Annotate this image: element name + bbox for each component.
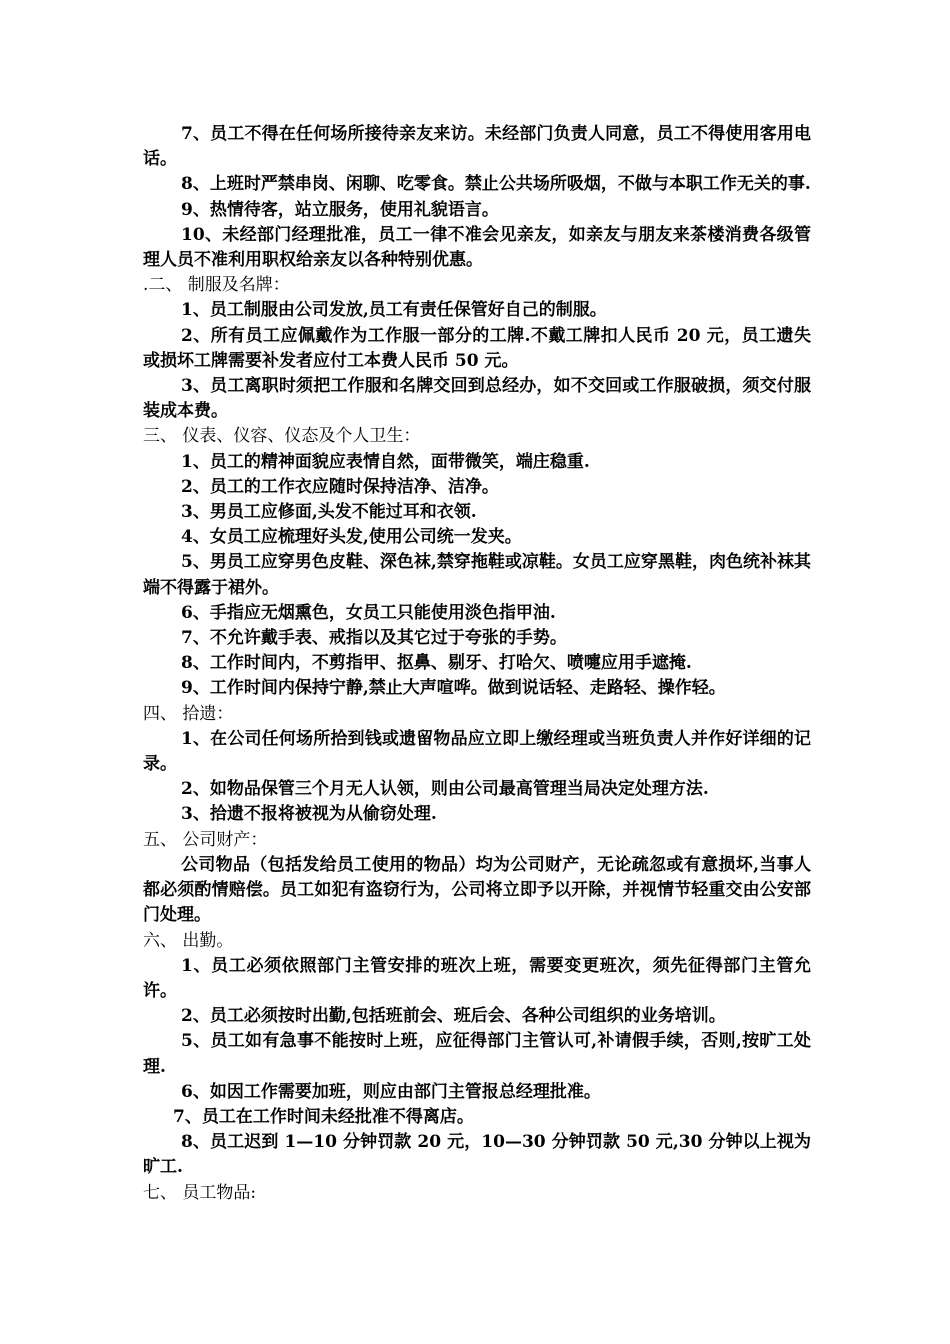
paragraph: 9、工作时间内保持宁静,禁止大声喧哗。做到说话轻、走路轻、操作轻。 <box>181 678 726 699</box>
paragraph: 2、员工的工作衣应随时保持洁净、洁净。 <box>181 476 499 497</box>
paragraph: 1、员工必须依照部门主管安排的班次上班，需要变更班次，须先征得部门主管允许。 <box>143 955 811 1001</box>
section-heading: 三、 仪表、仪容、仪态及个人卫生： <box>143 426 421 447</box>
paragraph: 9、热情待客，站立服务，使用礼貌语言。 <box>181 199 499 220</box>
paragraph: 7、员工在工作时间未经批准不得离店。 <box>173 1106 474 1127</box>
paragraph: 8、上班时严禁串岗、闲聊、吃零食。禁止公共场所吸烟，不做与本职工作无关的事. <box>181 174 811 195</box>
paragraph: 7、不允许戴手表、戒指以及其它过于夸张的手势。 <box>181 628 567 649</box>
paragraph: 3、男员工应修面,头发不能过耳和衣领. <box>181 502 477 523</box>
paragraph: 2、员工必须按时出勤,包括班前会、班后会、各种公司组织的业务培训。 <box>181 1006 726 1027</box>
paragraph: 5、男员工应穿男色皮鞋、深色袜,禁穿拖鞋或凉鞋。女员工应穿黑鞋，肉色统补袜其端不得露于裙外。 <box>143 552 811 598</box>
section-heading: 四、 拾遗： <box>143 703 234 724</box>
paragraph: 3、员工离职时须把工作服和名牌交回到总经办，如不交回或工作服破损，须交付服装成本费。 <box>143 376 811 422</box>
section-heading: .二、 制服及名牌： <box>143 275 290 296</box>
paragraph: 3、拾遗不报将被视为从偷窃处理. <box>181 804 437 825</box>
paragraph: 6、手指应无烟熏色，女员工只能使用淡色指甲油. <box>181 602 556 623</box>
paragraph: 公司物品（包括发给员工使用的物品）均为公司财产，无论疏忽或有意损坏,当事人都必须酌情赔偿。员工如犯有盗窃行为，公司将立即予以开除，并视情节轻重交由公安部门处理。 <box>143 854 811 926</box>
section-heading: 六、 出勤。 <box>143 930 234 951</box>
paragraph: 1、在公司任何场所拾到钱或遗留物品应立即上缴经理或当班负责人并作好详细的记录。 <box>143 728 811 775</box>
paragraph: 5、员工如有急事不能按时上班，应征得部门主管认可,补请假手续，否则,按旷工处理. <box>143 1031 811 1077</box>
paragraph: 2、如物品保管三个月无人认领，则由公司最高管理当局决定处理方法. <box>181 779 709 800</box>
document-body <box>143 122 811 1206</box>
paragraph: 8、员工迟到 1—10 分钟罚款 20 元，10—30 分钟罚款 50 元,30 分钟以上视为旷工. <box>143 1132 811 1178</box>
paragraph: 8、工作时间内，不剪指甲、抠鼻、剔牙、打哈欠、喷嚏应用手遮掩. <box>181 653 692 674</box>
paragraph: 1、员工制服由公司发放,员工有责任保管好自己的制服。 <box>181 300 607 321</box>
paragraph: 4、女员工应梳理好头发,使用公司统一发夹。 <box>181 527 522 548</box>
paragraph: 7、员工不得在任何场所接待亲友来访。未经部门负责人同意，员工不得使用客用电话。 <box>143 124 811 170</box>
paragraph: 6、如因工作需要加班，则应由部门主管报总经理批准。 <box>181 1081 601 1102</box>
paragraph: 10、未经部门经理批准，员工一律不准会见亲友，如亲友与朋友来茶楼消费各级管理人员不准利用职权给亲友以各种特别优惠。 <box>143 224 811 271</box>
paragraph: 2、所有员工应佩戴作为工作服一部分的工牌.不戴工牌扣人民币 20 元，员工遗失或损坏工牌需要补发者应付工本费人民币 50 元。 <box>143 325 811 371</box>
section-heading: 七、 员工物品: <box>143 1182 257 1203</box>
section-heading: 五、 公司财产： <box>143 829 268 850</box>
paragraph: 1、员工的精神面貌应表情自然，面带微笑，端庄稳重. <box>181 451 590 472</box>
